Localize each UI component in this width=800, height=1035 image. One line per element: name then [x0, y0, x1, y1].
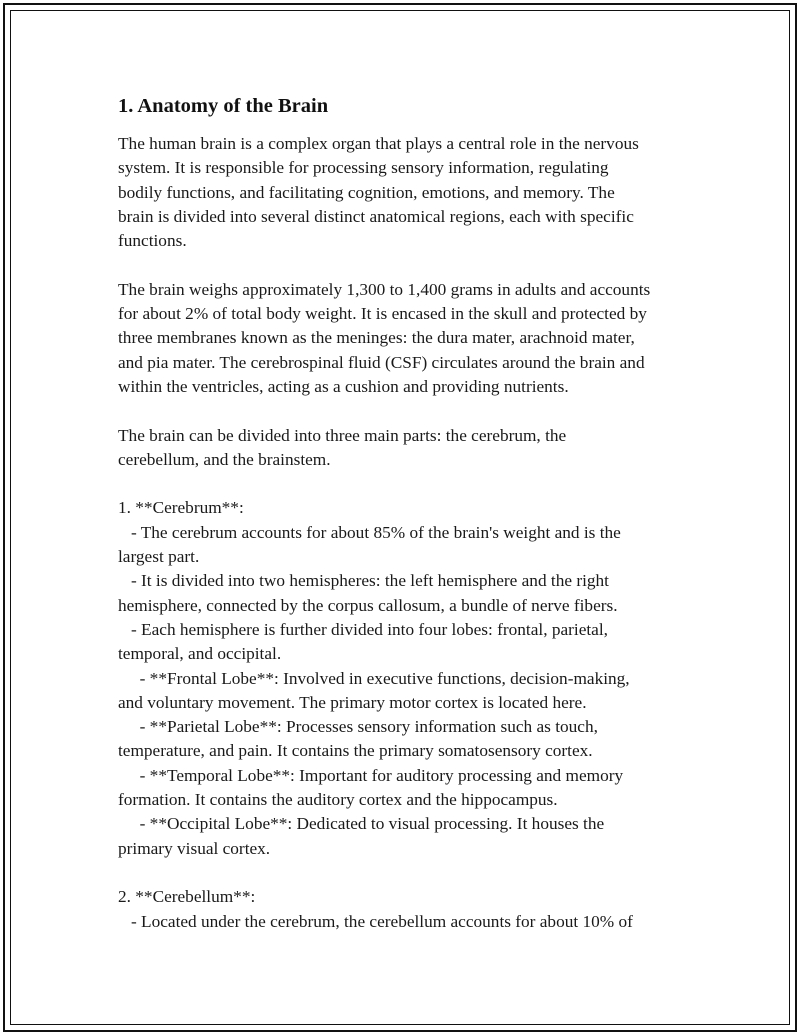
intro-paragraph: The human brain is a complex organ that plays a central role in the nervous system. It is responsible for processing sensory information, regulating bodily functions, and facilitating cognition, emotions, and memory. The brain is divided into several distinct anatomical regions, each with specific functions.: [118, 134, 639, 251]
parts-paragraph: The brain can be divided into three main parts: the cerebrum, the cerebellum, and the brainstem.: [118, 425, 567, 469]
weight-paragraph: The brain weighs approximately 1,300 to 1,400 grams in adults and accounts for about 2% of total body weight. It is encased in the skull and protected by three membranes known as the meninges: the dura mater, arachnoid mater, and pia mater. The cerebrospinal fluid (CSF) circulates around the brain and within the ventricles, acting as a cushion and providing nutrients.: [118, 279, 651, 396]
document-body: [118, 93, 703, 934]
paragraph-gap: [118, 472, 703, 496]
paragraph-gap: [118, 253, 703, 277]
cerebrum-list: 1. **Cerebrum**: - The cerebrum accounts for about 85% of the brain's weight and is the largest part. - It is divided into two hemispheres: the left hemisphere and the right hemisphere, connected by the corpus callosum, a bundle of nerve fibers. - Each hemisphere is further divided into four lobes: frontal, parietal, temporal, and occipital. - **Frontal Lobe**: Involved in executive functions, decision-making, and voluntary movement. The primary motor cortex is located here. - **Parietal Lobe**: Processes sensory information such as touch, temperature, and pain. It contains the primary somatosensory cortex. - **Temporal Lobe**: Important for auditory processing and memory formation. It contains the auditory cortex and the hippocampus. - **Occipital Lobe**: Dedicated to visual processing. It houses the primary visual cortex.: [118, 498, 630, 858]
section-heading: 1. Anatomy of the Brain: [118, 95, 329, 117]
cerebellum-list: 2. **Cerebellum**: - Located under the cerebrum, the cerebellum accounts for about 10% of: [118, 887, 633, 931]
paragraph-gap: [118, 399, 703, 423]
paragraph-gap: [118, 861, 703, 885]
